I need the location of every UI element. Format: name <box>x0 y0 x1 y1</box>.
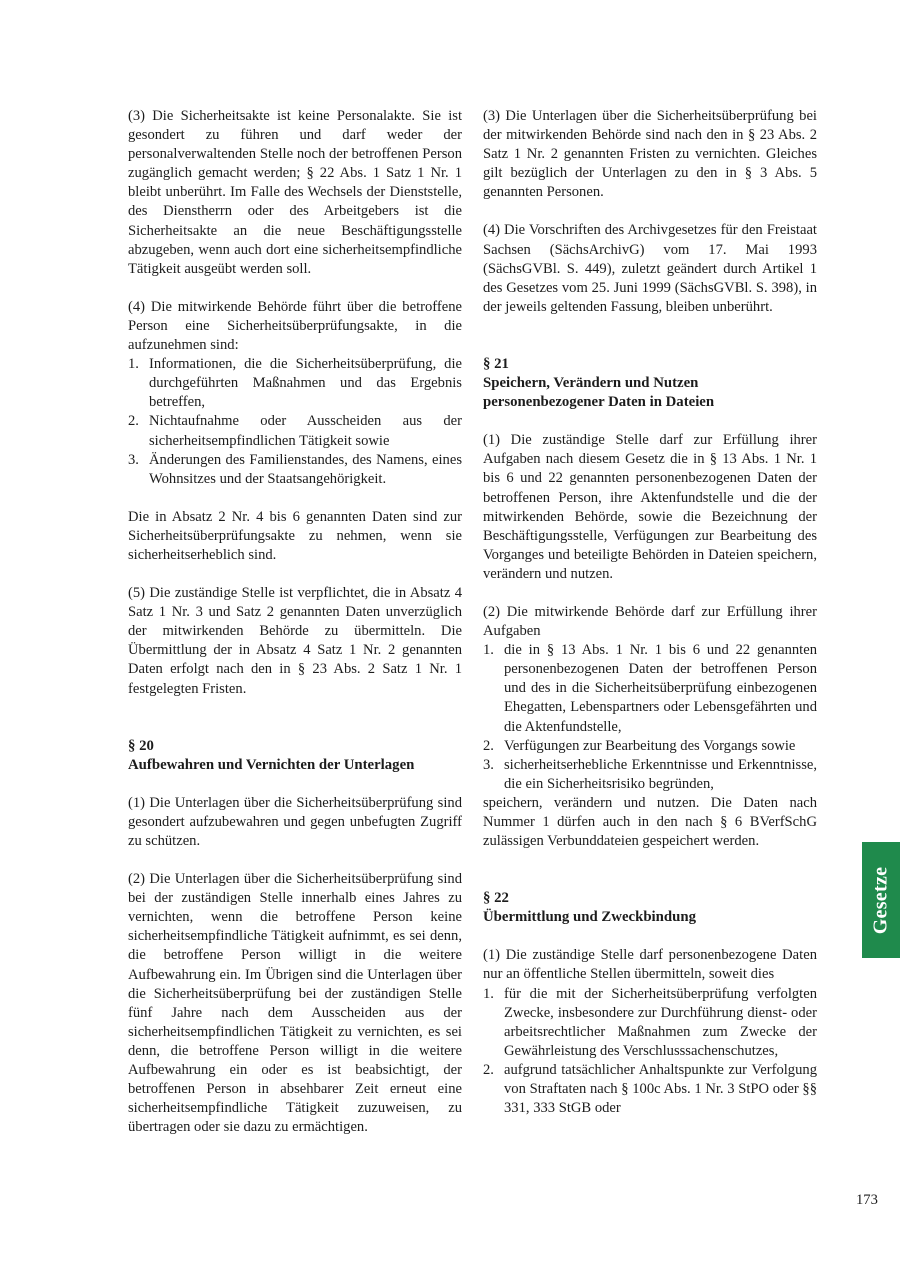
list-item: 1. für die mit der Sicherheitsüberprüfung verfolgten Zwecke, insbesondere zur Durchführung dienst- oder arbeitsrechtlicher Maßnahmen zum Zwecke der Gewährleistung des Verschlusssachenschutzes, <box>483 985 817 1059</box>
section-title: Aufbewahren und Vernichten der Unterlagen <box>128 756 415 773</box>
list-item: 2. Nichtaufnahme oder Ausscheiden aus der sicherheitsempfindlichen Tätigkeit sowie <box>128 413 462 449</box>
list-item: 2. Verfügungen zur Bearbeitung des Vorgangs sowie <box>483 737 796 754</box>
paragraph-19-5: (5) Die zuständige Stelle ist verpflichtet, die in Absatz 4 Satz 1 Nr. 3 und Satz 2 genannten Daten unverzüglich der mitwirkenden Behörde zu übermitteln. Die Übermittlung der in Absatz 4 Satz 1 Nr. 2 genannten Daten erfolgt nach den in § 23 Abs. 2 Satz 1 Nr. 1 festgelegten Fristen. <box>128 585 462 697</box>
section-number: § 22 <box>483 890 509 907</box>
section-title: Speichern, Verändern und Nutzen personenbezogener Daten in Dateien <box>483 375 715 411</box>
paragraph-22-1-intro: (1) Die zuständige Stelle darf personenbezogene Daten nur an öffentliche Stellen übermitteln, soweit dies <box>483 947 817 983</box>
paragraph-19-4-after: Die in Absatz 2 Nr. 4 bis 6 genannten Daten sind zur Sicherheitsüberprüfungsakte zu nehmen, wenn sie sicherheitserheblich sind. <box>128 508 462 563</box>
section-22-heading <box>483 889 817 927</box>
list-item: 2. aufgrund tatsächlicher Anhaltspunkte zur Verfolgung von Straftaten nach § 100c Abs. 1 Nr. 3 StPO oder §§ 331, 333 StGB oder <box>483 1061 817 1117</box>
section-21-heading <box>483 355 817 412</box>
list-item: 3. Änderungen des Familienstandes, des Namens, eines Wohnsitzes und der Staatsangehörigkeit. <box>128 451 462 487</box>
list-22-1 <box>483 985 817 1119</box>
list-item: 1. Informationen, die die Sicherheitsüberprüfung, die durchgeführten Maßnahmen und das Ergebnis betreffen, <box>128 356 462 411</box>
list-item: 1. die in § 13 Abs. 1 Nr. 1 bis 6 und 22 genannten personenbezogenen Daten der betroffenen Person und des in die Sicherheitsüberprüfung einbezogenen Ehegatten, Lebenspartners oder Lebensgefährten und die Aktenfundstelle, <box>483 642 817 735</box>
section-20-heading <box>128 737 462 775</box>
paragraph-20-1: (1) Die Unterlagen über die Sicherheitsüberprüfung sind gesondert aufzubewahren und gegen unbefugten Zugriff zu schützen. <box>128 794 462 849</box>
list-19-4 <box>128 355 462 489</box>
paragraph-19-4-intro: (4) Die mitwirkende Behörde führt über die betroffene Person eine Sicherheitsüberprüfungsakte, in die aufzunehmen sind: <box>128 298 462 354</box>
paragraph-19-3: (3) Die Sicherheitsakte ist keine Personalakte. Sie ist gesondert zu führen und darf weder der personalverwaltenden Stelle noch der betroffenen Person zugänglich gemacht werden; § 22 Abs. 1 Satz 1 Nr. 1 bleibt unberührt. Im Falle des Wechsels der Dienststelle, des Dienstherrn oder des Arbeitgebers ist die Sicherheitsakte an die neue Beschäftigungsstelle abzugeben, wenn auch dort eine sicherheitsempfindliche Tätigkeit ausgeübt werden soll. <box>128 108 462 277</box>
list-item: 3. sicherheitserhebliche Erkenntnisse und Erkenntnisse, die ein Sicherheitsrisiko begründen, <box>483 756 817 792</box>
left-column <box>128 107 462 1137</box>
paragraph-21-1: (1) Die zuständige Stelle darf zur Erfüllung ihrer Aufgaben nach diesem Gesetz die in § 13 Abs. 1 Nr. 1 bis 6 und 22 genannten personenbezogenen Daten der betroffenen Person, ihre Aktenfundstelle und die der mitwirkenden Behörde, sowie die Bezeichnung der Beschäftigungsstelle, Verfügungen zur Bearbeitung des Vorganges und beteiligte Behörden in Dateien speichern, verändern und nutzen. <box>483 432 817 582</box>
section-number: § 21 <box>483 355 509 372</box>
paragraph-21-2-intro: (2) Die mitwirkende Behörde darf zur Erfüllung ihrer Aufgaben <box>483 603 817 640</box>
page-number: 173 <box>856 1192 878 1208</box>
section-number: § 20 <box>128 737 154 754</box>
section-title: Übermittlung und Zweckbindung <box>483 909 696 926</box>
side-tab-label: Gesetze <box>869 866 892 934</box>
paragraph-20-4: (4) Die Vorschriften des Archivgesetzes für den Freistaat Sachsen (SächsArchivG) vom 17. Mai 1993 (SächsGVBl. S. 449), zuletzt geändert durch Artikel 1 des Gesetzes vom 25. Juni 1999 (SächsGVBl. S. 398), in der jeweils geltenden Fassung, bleiben unberührt. <box>483 222 817 315</box>
paragraph-21-2-after: speichern, verändern und nutzen. Die Daten nach Nummer 1 dürfen auch in den nach § 6 BVerfSchG zulässigen Verbunddateien gespeichert werden. <box>483 794 817 850</box>
gesetze-side-tab <box>862 842 900 958</box>
paragraph-20-3: (3) Die Unterlagen über die Sicherheitsüberprüfung bei der mitwirkenden Behörde sind nach den in § 23 Abs. 2 Satz 1 Nr. 2 genannten Fristen zu vernichten. Gleiches gilt bezüglich der Unterlagen zu den in § 3 Abs. 5 genannten Personen. <box>483 108 817 201</box>
list-21-2 <box>483 641 817 794</box>
paragraph-20-2: (2) Die Unterlagen über die Sicherheitsüberprüfung sind bei der zuständigen Stelle innerhalb eines Jahres zu vernichten, wenn die betroffene Person keine sicherheitsempfindliche Tätigkeit aufnimmt, es sei denn, die betroffene Person willigt in die weitere Aufbewahrung ein. Im Übrigen sind die Unterlagen über die Sicherheitsüberprüfung bei der zuständigen Stelle fünf Jahre nach dem Ausscheiden aus der sicherheitsempfindlichen Tätigkeit zu vernichten, es sei denn, die betroffene Person willigt in die weitere Aufbewahrung ein oder es ist beabsichtigt, der betroffenen Person in absehbarer Zeit erneut eine sicherheitsempfindliche Tätigkeit zuzuweisen, zu übertragen oder sie dazu zu ermächtigen. <box>128 871 462 1136</box>
right-column <box>483 107 817 1118</box>
